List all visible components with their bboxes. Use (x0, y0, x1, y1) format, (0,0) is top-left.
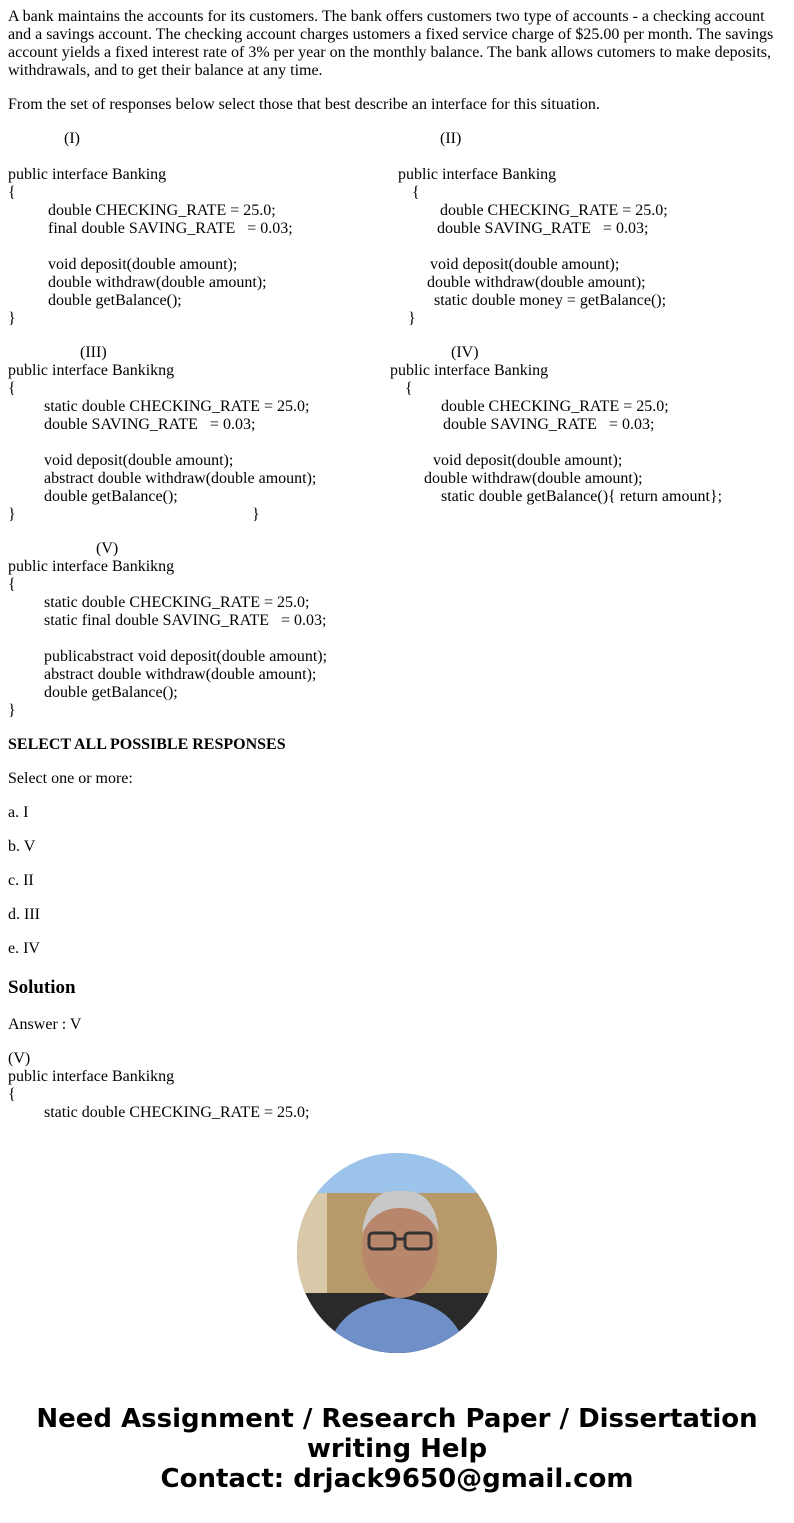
solution-line: (V) (8, 1050, 31, 1067)
banner-line: writing Help (306, 1434, 488, 1464)
choice-e[interactable]: e. IV (8, 940, 40, 957)
code-line: double SAVING_RATE = 0.03; (443, 416, 655, 433)
solution-answer: Answer : V (8, 1016, 82, 1033)
choice-a[interactable]: a. I (8, 804, 29, 821)
code-line: public interface Banking (390, 362, 549, 379)
code-line: void deposit(double amount); (433, 452, 623, 469)
select-all-heading: SELECT ALL POSSIBLE RESPONSES (8, 736, 286, 753)
code-line: static double getBalance(){ return amount}; (441, 488, 723, 505)
paragraph-line: A bank maintains the accounts for its customers. The bank offers customers two type of accounts - a checking account (8, 8, 765, 25)
code-line: double getBalance(); (48, 292, 182, 309)
code-line: publicabstract void deposit(double amount); (44, 648, 328, 665)
code-line: } (408, 310, 416, 327)
solution-line: { (8, 1086, 16, 1103)
code-line: double withdraw(double amount); (424, 470, 643, 487)
choice-b[interactable]: b. V (8, 838, 36, 855)
code-line: double SAVING_RATE = 0.03; (44, 416, 256, 433)
code-line: { (8, 184, 16, 201)
avatar-photo (297, 1153, 497, 1353)
code-line: double getBalance(); (44, 488, 178, 505)
code-line: double withdraw(double amount); (427, 274, 646, 291)
code-line: double SAVING_RATE = 0.03; (437, 220, 649, 237)
banner-contact: Contact: drjack9650@gmail.com (160, 1464, 634, 1494)
code-line: public interface Bankikng (8, 362, 175, 379)
code-line: void deposit(double amount); (44, 452, 234, 469)
solution-line: public interface Bankikng (8, 1068, 175, 1085)
code-line: public interface Banking (398, 166, 557, 183)
code-line: static double CHECKING_RATE = 25.0; (44, 398, 310, 415)
code-line: double withdraw(double amount); (48, 274, 267, 291)
option-IV-label: (IV) (451, 344, 479, 361)
option-II-label: (II) (440, 130, 462, 147)
choice-d[interactable]: d. III (8, 906, 40, 923)
code-line: { (405, 380, 413, 397)
code-line: void deposit(double amount); (430, 256, 620, 273)
code-line: { (8, 576, 16, 593)
paragraph-line: withdrawals, and to get their balance at any time. (8, 62, 323, 79)
code-line: } (8, 506, 16, 523)
question-prompt: From the set of responses below select those that best describe an interface for this situation. (8, 96, 600, 113)
code-line: void deposit(double amount); (48, 256, 238, 273)
code-line: static final double SAVING_RATE = 0.03; (44, 612, 327, 629)
solution-line: static double CHECKING_RATE = 25.0; (44, 1104, 310, 1121)
option-V-label: (V) (96, 540, 119, 557)
paragraph-line: and a savings account. The checking account charges ustomers a fixed service charge of $25.00 per month. The savings (8, 26, 774, 43)
code-line: double getBalance(); (44, 684, 178, 701)
code-line: static double CHECKING_RATE = 25.0; (44, 594, 310, 611)
code-line: abstract double withdraw(double amount); (44, 470, 317, 487)
paragraph-line: account yields a fixed interest rate of 3% per year on the monthly balance. The bank allows cutomers to make deposits, (8, 44, 772, 61)
code-line: final double SAVING_RATE = 0.03; (48, 220, 293, 237)
code-line: } (252, 506, 260, 523)
code-line: double CHECKING_RATE = 25.0; (48, 202, 276, 219)
option-I-label: (I) (64, 130, 80, 147)
select-instruction: Select one or more: (8, 770, 133, 787)
code-line: public interface Banking (8, 166, 167, 183)
code-line: { (412, 184, 420, 201)
choice-c[interactable]: c. II (8, 872, 34, 889)
code-line: double CHECKING_RATE = 25.0; (440, 202, 668, 219)
code-line: double CHECKING_RATE = 25.0; (441, 398, 669, 415)
code-line: { (8, 380, 16, 397)
code-line: public interface Bankikng (8, 558, 175, 575)
code-line: static double money = getBalance(); (434, 292, 667, 309)
banner-line: Need Assignment / Research Paper / Dissertation (36, 1404, 758, 1434)
code-line: } (8, 310, 16, 327)
option-III-label: (III) (80, 344, 107, 361)
code-line: abstract double withdraw(double amount); (44, 666, 317, 683)
code-line: } (8, 702, 16, 719)
solution-heading: Solution (8, 977, 76, 998)
